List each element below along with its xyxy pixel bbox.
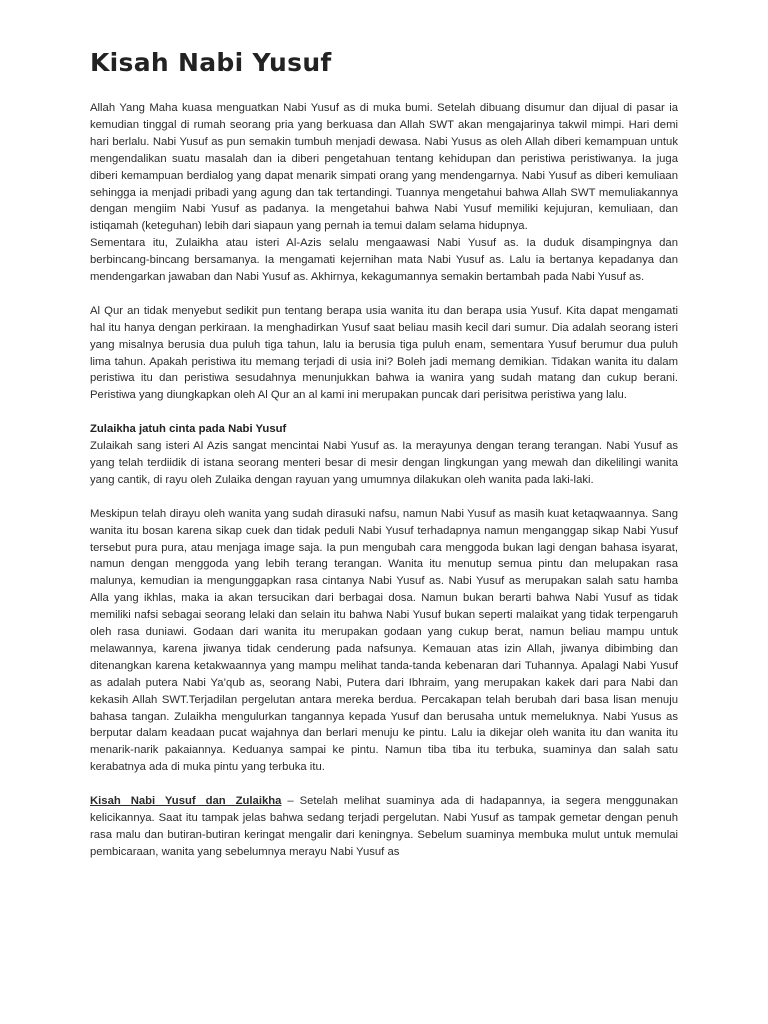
paragraph-intro: Allah Yang Maha kuasa menguatkan Nabi Yusuf as di muka bumi. Setelah dibuang disumur dan dijual di pasar ia kemudian tinggal di rumah seorang pria yang berkuasa dan Allah SWT akan mengajarinya takwil mimpi. Hari demi hari berlalu. Nabi Yusuf as pun semakin tumbuh menjadi dewasa. Nabi Yusus as oleh Allah diberi kemampuan untuk mengendalikan suatu masalah dan ia diberi pengetahuan tentang kehidupan dan peristiwa peristiwanya. Ia juga diberi kemampuan berdialog yang dapat menarik simpati orang yang mendengarnya. Nabi Yusuf as diberi kemuliaan sehingga ia menjadi pribadi yang agung dan tak tertandingi. Tuannya mengetahui bahwa Allah SWT memuliakannya dengan mengiim Nabi Yusuf as padanya. Ia mengetahui bahwa Nabi Yusuf memiliki kejujuran, kemuliaan, dan istiqamah (keteguhan) lebih dari siapaun yang pernah ia temui dalam selama hidupnya. (90, 102, 678, 233)
page-title: Kisah Nabi Yusuf (90, 48, 332, 77)
paragraph-resistance: Meskipun telah dirayu oleh wanita yang sudah dirasuki nafsu, namun Nabi Yusuf as masih kuat ketaqwaannya. Sang wanita itu bosan karena sikap cuek dan tidak peduli Nabi Yusuf terhadapnya namun menganggap sikap Nabi Yusuf tersebut pura pura, atau menjaga image saja. Ia pun mengubah cara menggoda bukan lagi dengan bahasa isyarat, namun dengan menggoda yang lebih terang terangan. Wanita itu menutup semua pintu dan melupakan rasa malunya, kemudian ia mengunggapkan rasa cintanya Nabi Yusuf as. Nabi Yusuf as merupakan salah satu hamba Alla yang ikhlas, maka ia akan tersucikan dari berbagai dosa. Namun bukan berarti bahwa Nabi Yusuf as tidak memiliki nafsi sebagai seorang lelaki dan selain itu bahwa Nabi Yusuf bukan seperti malaikat yang tidak terpengaruh oleh rasa duniawi. Godaan dari wanita itu merupakan godaan yang cukup berat, namun beliau mampu untuk melawannya, karena jiwanya tidak cenderung pada nafsunya. Kemauan atas izin Allah, jiwanya dibimbing dan ditenangkan karena ketakwaannya yang mampu melihat tanda-tanda kebenaran dari Tuhannya. Apalagi Nabi Yusuf as adalah putera Nabi Ya’qub as, seorang Nabi, Putera dari Ibhraim, yang merupakan kakek dari para Nabi dan kekasih Allah SWT.Terjadilan pergelutan antara mereka berdua. Percakapan telah berubah dari basa lisan menuju bahasa tangan. Zulaikha mengulurkan tangannya kepada Yusuf dan berusaha untuk memeluknya. Nabi Yusus as berputar dalam keadaan pucat wajahnya dan berlari menuju ke pintu. Lalu ia dikejar oleh wanita itu dan wanita itu menarik-narik pakaiannya. Keduanya sampai ke pintu. Namun tiba tiba itu terbuka, suaminya dan salah satu kerabatnya ada di muka pintu yang terbuka itu. (90, 507, 678, 774)
document-page (90, 46, 678, 861)
paragraph-age: Al Qur an tidak menyebut sedikit pun tentang berapa usia wanita itu dan berapa usia Yusuf. Kita dapat mengamati hal itu hanya dengan perkiraan. Ia menghadirkan Yusuf saat beliau masih kecil dari sumur. Dia adalah seorang isteri yang misalnya berusia dua puluh tiga tahun, lalu ia berusia tiga puluh enam, sementara Yusuf berumur dua puluh lima tahun. Apakah peristiwa itu memang terjadi di usia ini? Boleh jadi memang demikian. Tidakan wanita itu dalam peristiwa itu dan peristiwa sesudahnya menunjukkan bahwa ia wanira yang sudah matang dan cukup berani. Peristiwa yang diungkapkan oleh Al Qur an al kami ini merupakan puncak dari perisitwa peristiwa yang lalu. (90, 304, 678, 402)
paragraph-spacer (90, 404, 678, 421)
paragraph-spacer (90, 489, 678, 506)
paragraph-spacer (90, 776, 678, 793)
paragraph-confrontation-body: – Setelah melihat suaminya ada di hadapannya, ia segera menggunakan kelicikannya. Saat itu tampak jelas bahwa sedang terjadi pergelutan. Nabi Yusuf as tampak gemetar dengan penuh rasa malu dan butiran-butiran keringat mengalir dari keningnya. Sebelum suaminya membuka mulut untuk memulai pembicaraan, wanita yang sebelumnya merayu Nabi Yusuf as (90, 795, 678, 858)
paragraph-spacer (90, 286, 678, 303)
paragraph-zulaikha-observes: Sementara itu, Zulaikha atau isteri Al-Azis selalu mengaawasi Nabi Yusuf as. Ia duduk disampingnya dan berbincang-bincang bersamanya. Ia mengamati kejernihan mata Nabi Yusuf as. Lalu ia bertanya kepadanya dan mendengarkan jawaban dan Nabi Yusuf as. Akhirnya, kekagumannya semakin bertambah pada Nabi Yusuf as. (90, 237, 678, 284)
section-heading: Zulaikha jatuh cinta pada Nabi Yusuf (90, 423, 287, 436)
paragraph-confrontation (90, 793, 678, 861)
inline-heading: Kisah Nabi Yusuf dan Zulaikha (90, 795, 282, 808)
paragraph-seduction: Zulaikah sang isteri Al Azis sangat mencintai Nabi Yusuf as. Ia merayunya dengan terang terangan. Nabi Yusuf as yang telah terdiidik di istana seorang menteri besar di mesir dengan lingkungan yang mewah dan dikelilingi wanita yang cantik, di rayu oleh Zulaika dengan rayuan yang umumnya dilakukan oleh wanita pada laki-laki. (90, 440, 678, 486)
